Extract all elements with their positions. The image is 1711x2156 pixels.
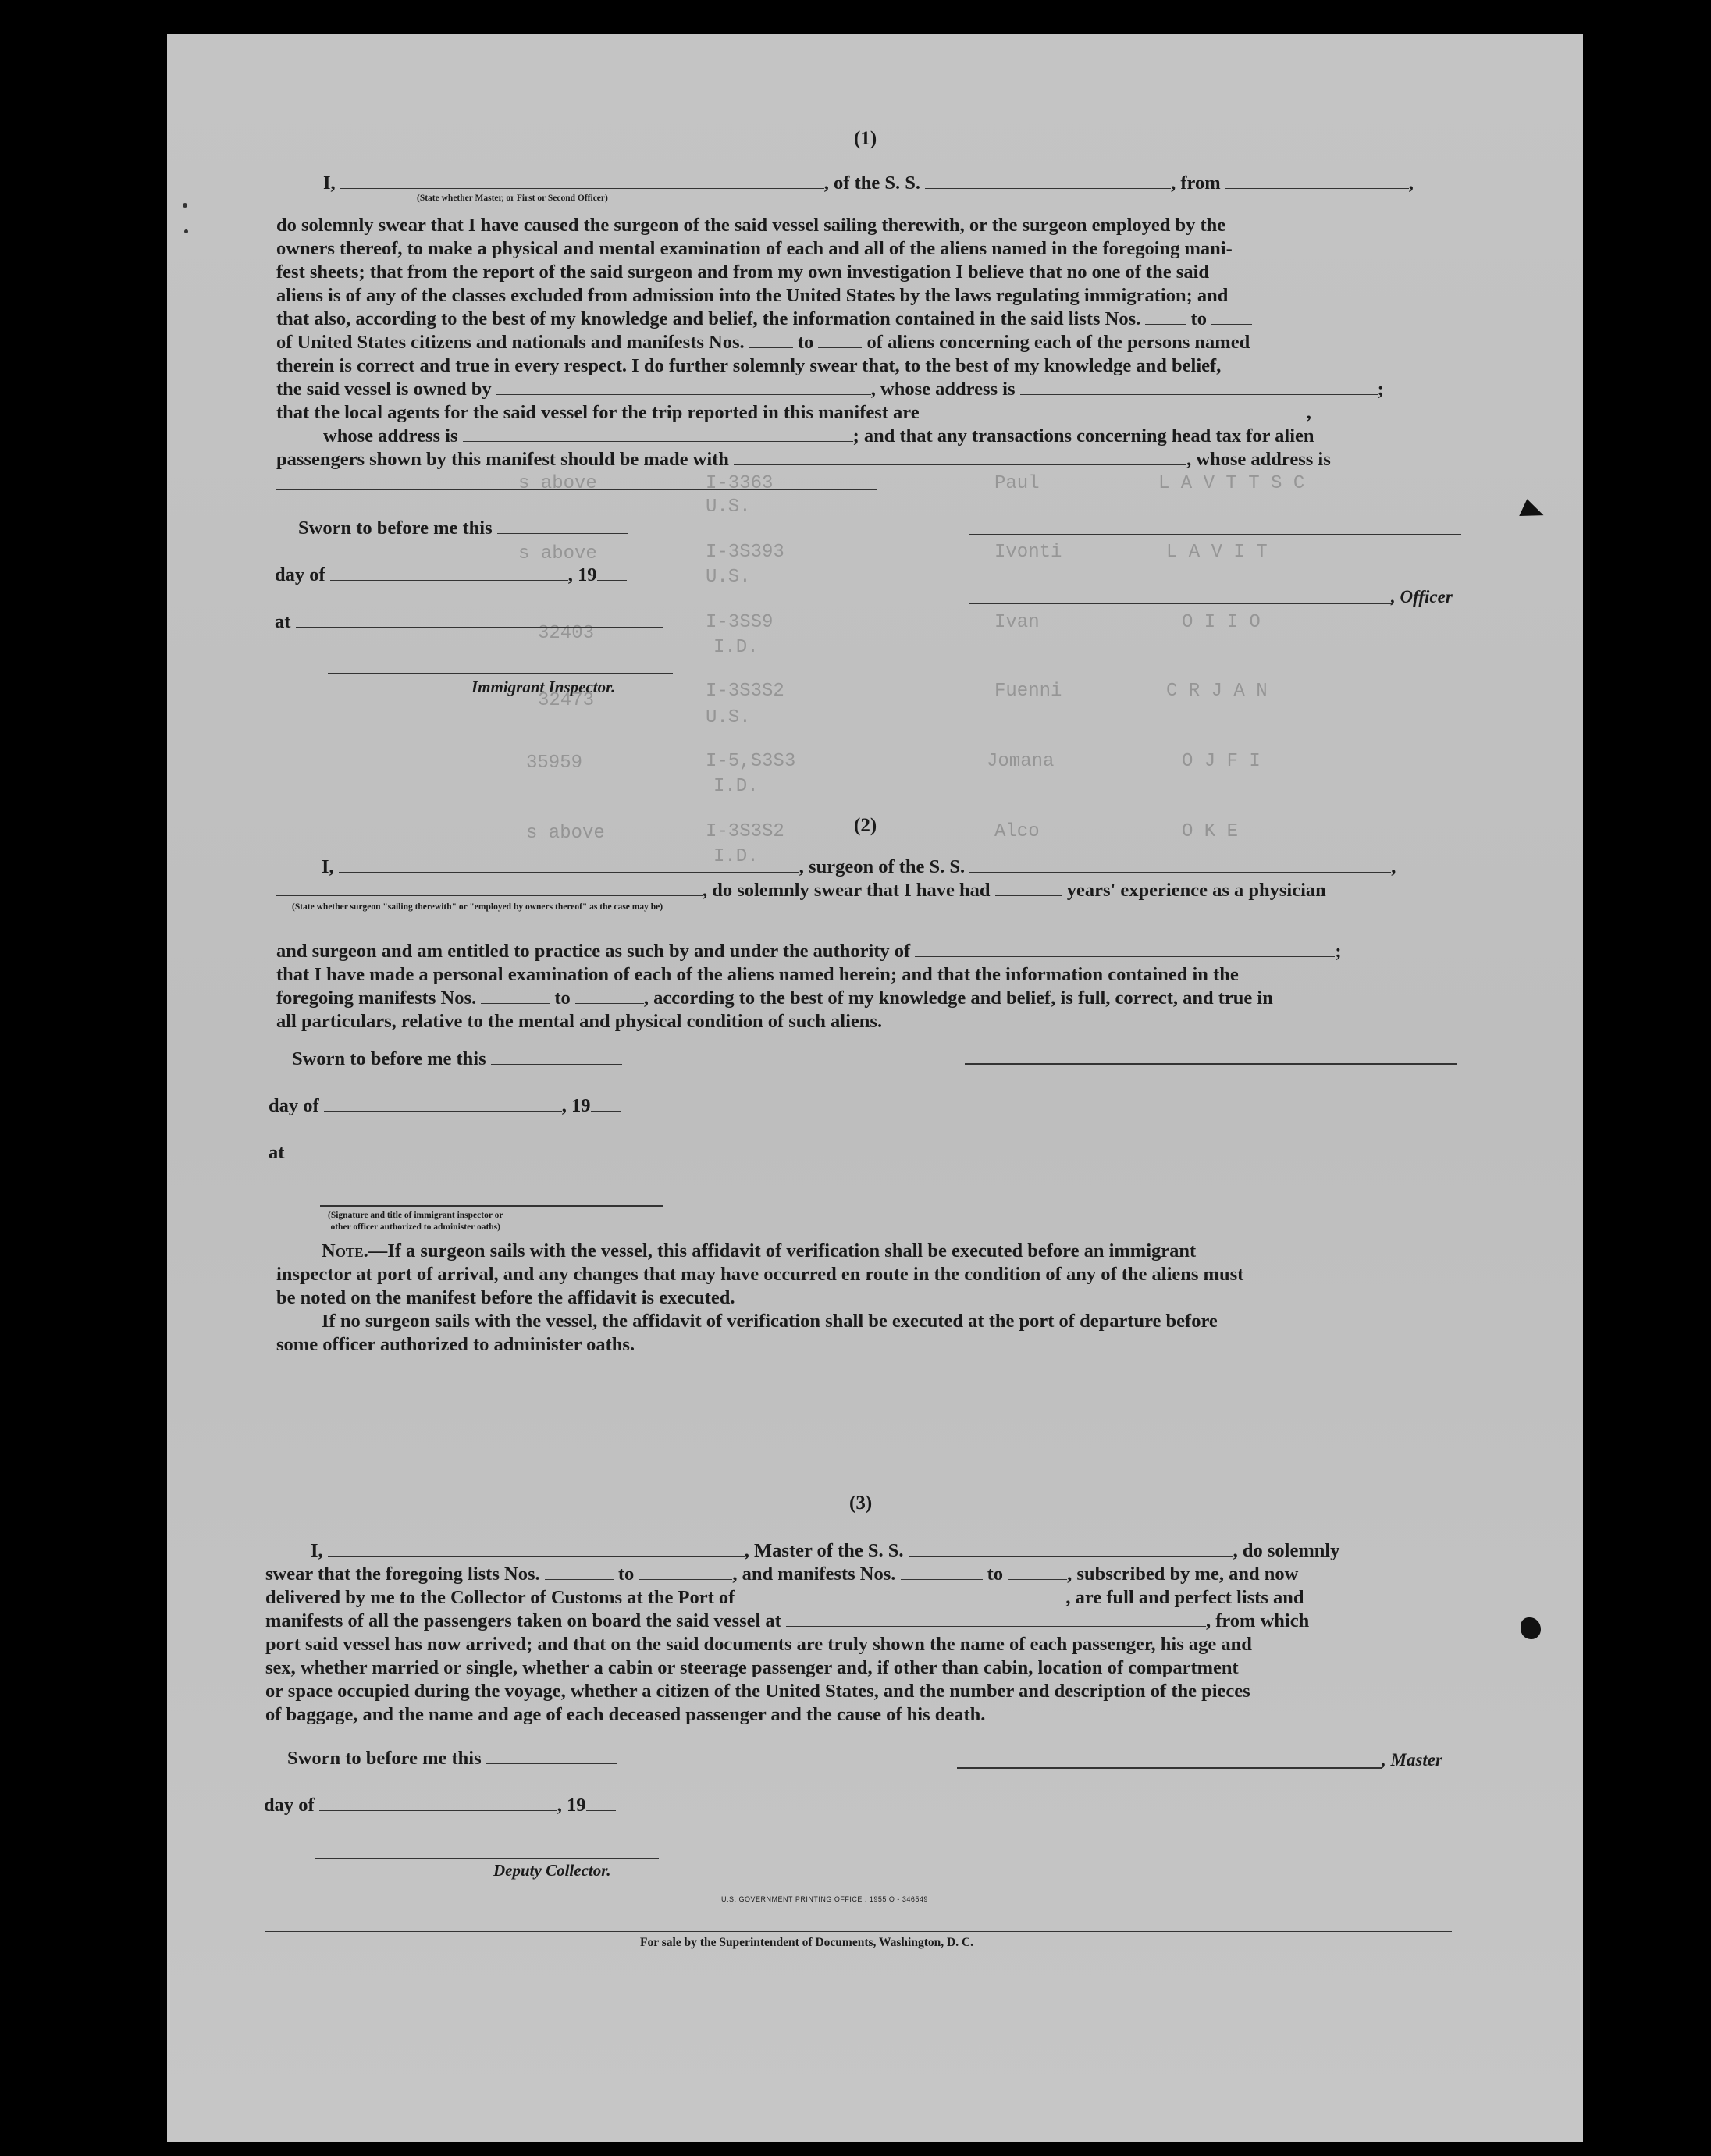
scan-dot <box>183 203 187 208</box>
form-sheet <box>167 34 1583 2142</box>
bleed-code: U.S. <box>706 496 751 518</box>
text-line: sex, whether married or single, whether a cabin or steerage passenger and, if other than cabin, location of compartment <box>265 1657 1239 1678</box>
pronoun: I, <box>323 173 336 194</box>
bleed-name: C R J A N <box>1166 681 1268 702</box>
head-tax-party-blank[interactable] <box>734 464 1186 465</box>
immigrant-inspector-label: Immigrant Inspector. <box>471 678 616 696</box>
at-place-blank[interactable] <box>290 1157 656 1158</box>
bleed-code: I.D. <box>713 776 759 797</box>
text: and surgeon and am entitled to practice as such by and under the authority of <box>276 941 911 962</box>
surgeon-line-2 <box>276 879 1326 902</box>
caption-master: (State whether Master, or First or Second Officer) <box>417 194 608 203</box>
text: , from which <box>1205 1610 1310 1631</box>
pronoun: I, <box>322 856 334 877</box>
text: ; <box>1377 379 1384 400</box>
bleed-name: O I I O <box>1182 612 1261 633</box>
bleed-name: L A V I T <box>1166 542 1268 563</box>
text-line: or space occupied during the voyage, whether a citizen of the United States, and the number and description of the pieces <box>265 1681 1250 1702</box>
year-blank[interactable] <box>597 579 627 581</box>
manifest-from-blank[interactable] <box>481 1002 550 1004</box>
sworn-date-blank[interactable] <box>486 1763 617 1764</box>
label-from: , from <box>1171 173 1221 194</box>
note-block <box>276 1240 1243 1357</box>
text-line: port said vessel has now arrived; and that on the said documents are truly shown the name of each passenger, his age and <box>265 1634 1252 1655</box>
text-line <box>276 331 1384 354</box>
text: delivered by me to the Collector of Customs at the Port of <box>265 1587 735 1608</box>
text: , do solemnly <box>1233 1540 1340 1561</box>
deputy-collector-label: Deputy Collector. <box>493 1861 611 1880</box>
bleed-stamp: s above <box>526 823 605 844</box>
vessel-name-blank[interactable] <box>925 187 1171 189</box>
text: to <box>617 1564 635 1585</box>
day-of-blank[interactable] <box>324 1110 562 1112</box>
master-name-blank[interactable] <box>328 1555 745 1557</box>
text: , Master of the S. S. <box>744 1540 904 1561</box>
bleed-stamp: 32403 <box>538 623 595 644</box>
text: to <box>987 1564 1004 1585</box>
scan-dot <box>184 229 188 233</box>
text-line <box>276 1240 1243 1263</box>
surgeon-line-1 <box>322 856 1396 879</box>
year-blank[interactable] <box>586 1809 616 1811</box>
master-label: , Master <box>1382 1750 1442 1770</box>
section-number: (3) <box>849 1492 873 1514</box>
text: Sworn to before me this <box>292 1048 486 1069</box>
bleed-number: I-3S393 <box>706 542 784 563</box>
day-of-blank[interactable] <box>319 1809 557 1811</box>
inspector-signature-line[interactable] <box>320 1205 663 1207</box>
jurat-day <box>264 1794 616 1817</box>
text-line: some officer authorized to administer oaths. <box>276 1334 635 1355</box>
master-signature-line[interactable] <box>957 1767 1382 1769</box>
text-line <box>276 448 1384 471</box>
bleed-code: I.D. <box>713 637 759 658</box>
printing-office-imprint: U.S. GOVERNMENT PRINTING OFFICE : 1955 O - 346549 <box>721 1895 928 1903</box>
port-from-blank[interactable] <box>1225 187 1409 189</box>
paragraph-body <box>276 940 1342 1034</box>
year-blank[interactable] <box>591 1110 621 1112</box>
agents-blank[interactable] <box>924 417 1307 418</box>
day-of-blank[interactable] <box>330 579 568 581</box>
text: Sworn to before me this <box>287 1748 482 1769</box>
jurat-sworn <box>292 1048 622 1071</box>
manifest-to-blank[interactable] <box>818 347 862 348</box>
collector-signature-line[interactable] <box>315 1858 659 1859</box>
authority-blank[interactable] <box>915 955 1335 957</box>
jurat-day <box>269 1094 621 1118</box>
text: day of <box>275 564 325 585</box>
vessel-name-blank[interactable] <box>909 1555 1233 1557</box>
text: years' experience as a physician <box>1066 880 1326 901</box>
text: manifests of all the passengers taken on board the said vessel at <box>265 1610 781 1631</box>
label-ss: , of the S. S. <box>823 173 920 194</box>
text: whose address is <box>323 425 458 446</box>
text-line <box>276 940 1342 963</box>
jurat-sworn <box>287 1747 617 1770</box>
text: ; <box>1335 941 1342 962</box>
bleed-number: I-5,S3S3 <box>706 751 796 772</box>
text: , 19 <box>561 1095 591 1116</box>
text-line <box>276 308 1384 331</box>
bleed-number: I-3SS9 <box>706 612 774 633</box>
text: —If a surgeon sails with the vessel, this affidavit of verification shall be executed before an immigrant <box>368 1240 1197 1261</box>
jurat-sworn <box>298 517 628 540</box>
surgeon-signature-line[interactable] <box>965 1063 1457 1065</box>
text-line <box>265 1563 1309 1586</box>
sworn-date-blank[interactable] <box>491 1063 622 1065</box>
surgeon-vessel-blank[interactable] <box>969 871 1391 873</box>
note-label: Note. <box>322 1240 368 1261</box>
bleed-stamp: 32473 <box>538 690 595 711</box>
text: at <box>275 611 291 632</box>
text-line <box>265 1610 1309 1633</box>
paragraph-body <box>276 214 1384 471</box>
text: day of <box>269 1095 319 1116</box>
footer-rule <box>265 1931 1452 1932</box>
text: Sworn to before me this <box>298 518 493 539</box>
text: of aliens concerning each of the persons named <box>866 332 1250 353</box>
bleed-name: O K E <box>1182 821 1239 842</box>
for-sale-line: For sale by the Superintendent of Documents, Washington, D. C. <box>640 1936 974 1949</box>
text: day of <box>264 1795 315 1816</box>
text: , whose address is <box>870 379 1016 400</box>
text-line <box>276 987 1342 1010</box>
bleed-code: U.S. <box>706 567 751 588</box>
bleed-given: Alco <box>994 821 1040 842</box>
text: , 19 <box>567 564 597 585</box>
master-line-1 <box>311 1539 1339 1563</box>
list-no-from-blank[interactable] <box>1145 323 1186 325</box>
text: , are full and perfect lists and <box>1065 1587 1304 1608</box>
port-blank[interactable] <box>739 1602 1065 1603</box>
surgeon-status-blank[interactable] <box>276 895 703 896</box>
text: , according to the best of my knowledge and belief, is full, correct, and true in <box>643 987 1273 1009</box>
officer-signature-line-1[interactable] <box>969 534 1461 535</box>
text: ; and that any transactions concerning head tax for alien <box>852 425 1314 446</box>
text: , <box>1391 856 1396 877</box>
scan-mark <box>1521 1617 1541 1639</box>
text: , surgeon of the S. S. <box>799 856 966 877</box>
text: to <box>554 987 571 1009</box>
caption-text: (Signature and title of immigrant inspector or <box>328 1211 503 1220</box>
owner-address-blank[interactable] <box>1020 393 1378 395</box>
paragraph-body <box>265 1563 1309 1727</box>
years-experience-blank[interactable] <box>995 895 1062 896</box>
inspector-signature-line[interactable] <box>328 673 673 674</box>
surgeon-name-blank[interactable] <box>339 871 799 873</box>
text-line: be noted on the manifest before the affidavit is executed. <box>276 1287 735 1308</box>
manifest-to-blank[interactable] <box>575 1002 644 1004</box>
scan-mark <box>1519 499 1547 525</box>
list-from-blank[interactable] <box>545 1578 614 1580</box>
bleed-number: I-3363 <box>706 473 774 494</box>
text-line: that I have made a personal examination of each of the aliens named herein; and that the information contained in the <box>276 964 1239 985</box>
manifest-to-blank[interactable] <box>1008 1578 1067 1580</box>
text: that also, according to the best of my knowledge and belief, the information contained in the said lists Nos. <box>276 308 1141 329</box>
bleed-stamp: s above <box>518 543 597 564</box>
manifest-from-blank[interactable] <box>749 347 793 348</box>
officer-label: , Officer <box>1391 587 1453 607</box>
bleed-name: L A V T T S C <box>1158 473 1305 494</box>
jurat-at <box>275 610 663 634</box>
text-line <box>276 401 1384 425</box>
affidavit-line <box>323 172 1414 195</box>
manifest-from-blank[interactable] <box>901 1578 983 1580</box>
text: , <box>1306 402 1311 423</box>
text: the said vessel is owned by <box>276 379 492 400</box>
text-line: fest sheets; that from the report of the said surgeon and from my own investigation I believe that no one of the said <box>276 261 1209 283</box>
bleed-stamp: s above <box>518 473 597 494</box>
jurat-at <box>269 1141 656 1165</box>
text-line <box>265 1586 1309 1610</box>
jurat-day <box>275 564 627 587</box>
text: to <box>797 332 814 353</box>
master-name-blank[interactable] <box>340 187 824 189</box>
section-number: (2) <box>854 815 877 836</box>
bleed-name: O J F I <box>1182 751 1261 772</box>
text-line: If no surgeon sails with the vessel, the affidavit of verification shall be executed at the port of departure before <box>322 1311 1218 1332</box>
at-place-blank[interactable] <box>296 626 663 628</box>
bleed-given: Ivonti <box>994 542 1062 563</box>
text: , and manifests Nos. <box>732 1564 896 1585</box>
address-continuation-line[interactable] <box>276 489 877 490</box>
text-line: owners thereof, to make a physical and mental examination of each and all of the aliens named in the foregoing mani- <box>276 238 1233 259</box>
text-line: all particulars, relative to the mental and physical condition of such aliens. <box>276 1011 883 1032</box>
pronoun: I, <box>311 1540 323 1561</box>
caption-surgeon: (State whether surgeon "sailing therewith" or "employed by owners thereof" as the case may be) <box>292 902 663 912</box>
comma: , <box>1408 173 1414 194</box>
officer-signature-line-2[interactable] <box>969 603 1393 604</box>
text-line: of baggage, and the name and age of each deceased passenger and the cause of his death. <box>265 1704 986 1725</box>
caption-signature <box>328 1210 503 1233</box>
boarding-port-blank[interactable] <box>786 1625 1206 1627</box>
bleed-given: Ivan <box>994 612 1040 633</box>
text: of United States citizens and nationals and manifests Nos. <box>276 332 745 353</box>
text-line: therein is correct and true in every respect. I do further solemnly swear that, to the best of my knowledge and belief, <box>276 355 1222 376</box>
text-line: do solemnly swear that I have caused the surgeon of the said vessel sailing therewith, or the surgeon employed by the <box>276 215 1226 236</box>
text: , 19 <box>557 1795 586 1816</box>
sworn-date-blank[interactable] <box>497 532 628 534</box>
bleed-given: Jomana <box>987 751 1055 772</box>
bleed-stamp: 35959 <box>526 752 583 774</box>
text-line <box>276 425 1384 448</box>
owner-blank[interactable] <box>496 393 871 395</box>
text: that the local agents for the said vessel for the trip reported in this manifest are <box>276 402 920 423</box>
text: passengers shown by this manifest should be made with <box>276 449 729 470</box>
list-to-blank[interactable] <box>639 1578 732 1580</box>
agents-address-blank[interactable] <box>463 440 853 442</box>
bleed-code: I.D. <box>713 846 759 867</box>
bleed-given: Paul <box>994 473 1040 494</box>
text: , do solemnly swear that I have had <box>703 880 991 901</box>
bleed-number: I-3S3S2 <box>706 681 784 702</box>
list-no-to-blank[interactable] <box>1211 323 1252 325</box>
bleed-number: I-3S3S2 <box>706 821 784 842</box>
bleed-given: Fuenni <box>994 681 1062 702</box>
text-line: inspector at port of arrival, and any changes that may have occurred en route in the condition of any of the aliens must <box>276 1264 1244 1285</box>
section-number: (1) <box>854 128 877 149</box>
text: , whose address is <box>1186 449 1331 470</box>
text-line <box>276 378 1384 401</box>
text-line: aliens is of any of the classes excluded from admission into the United States by the laws regulating immigration; and <box>276 285 1229 306</box>
text: at <box>269 1142 285 1163</box>
caption-text: other officer authorized to administer oaths) <box>330 1222 500 1232</box>
text: swear that the foregoing lists Nos. <box>265 1564 540 1585</box>
text: to <box>1190 308 1207 329</box>
text: , subscribed by me, and now <box>1067 1564 1299 1585</box>
text: foregoing manifests Nos. <box>276 987 477 1009</box>
bleed-code: U.S. <box>706 707 751 728</box>
